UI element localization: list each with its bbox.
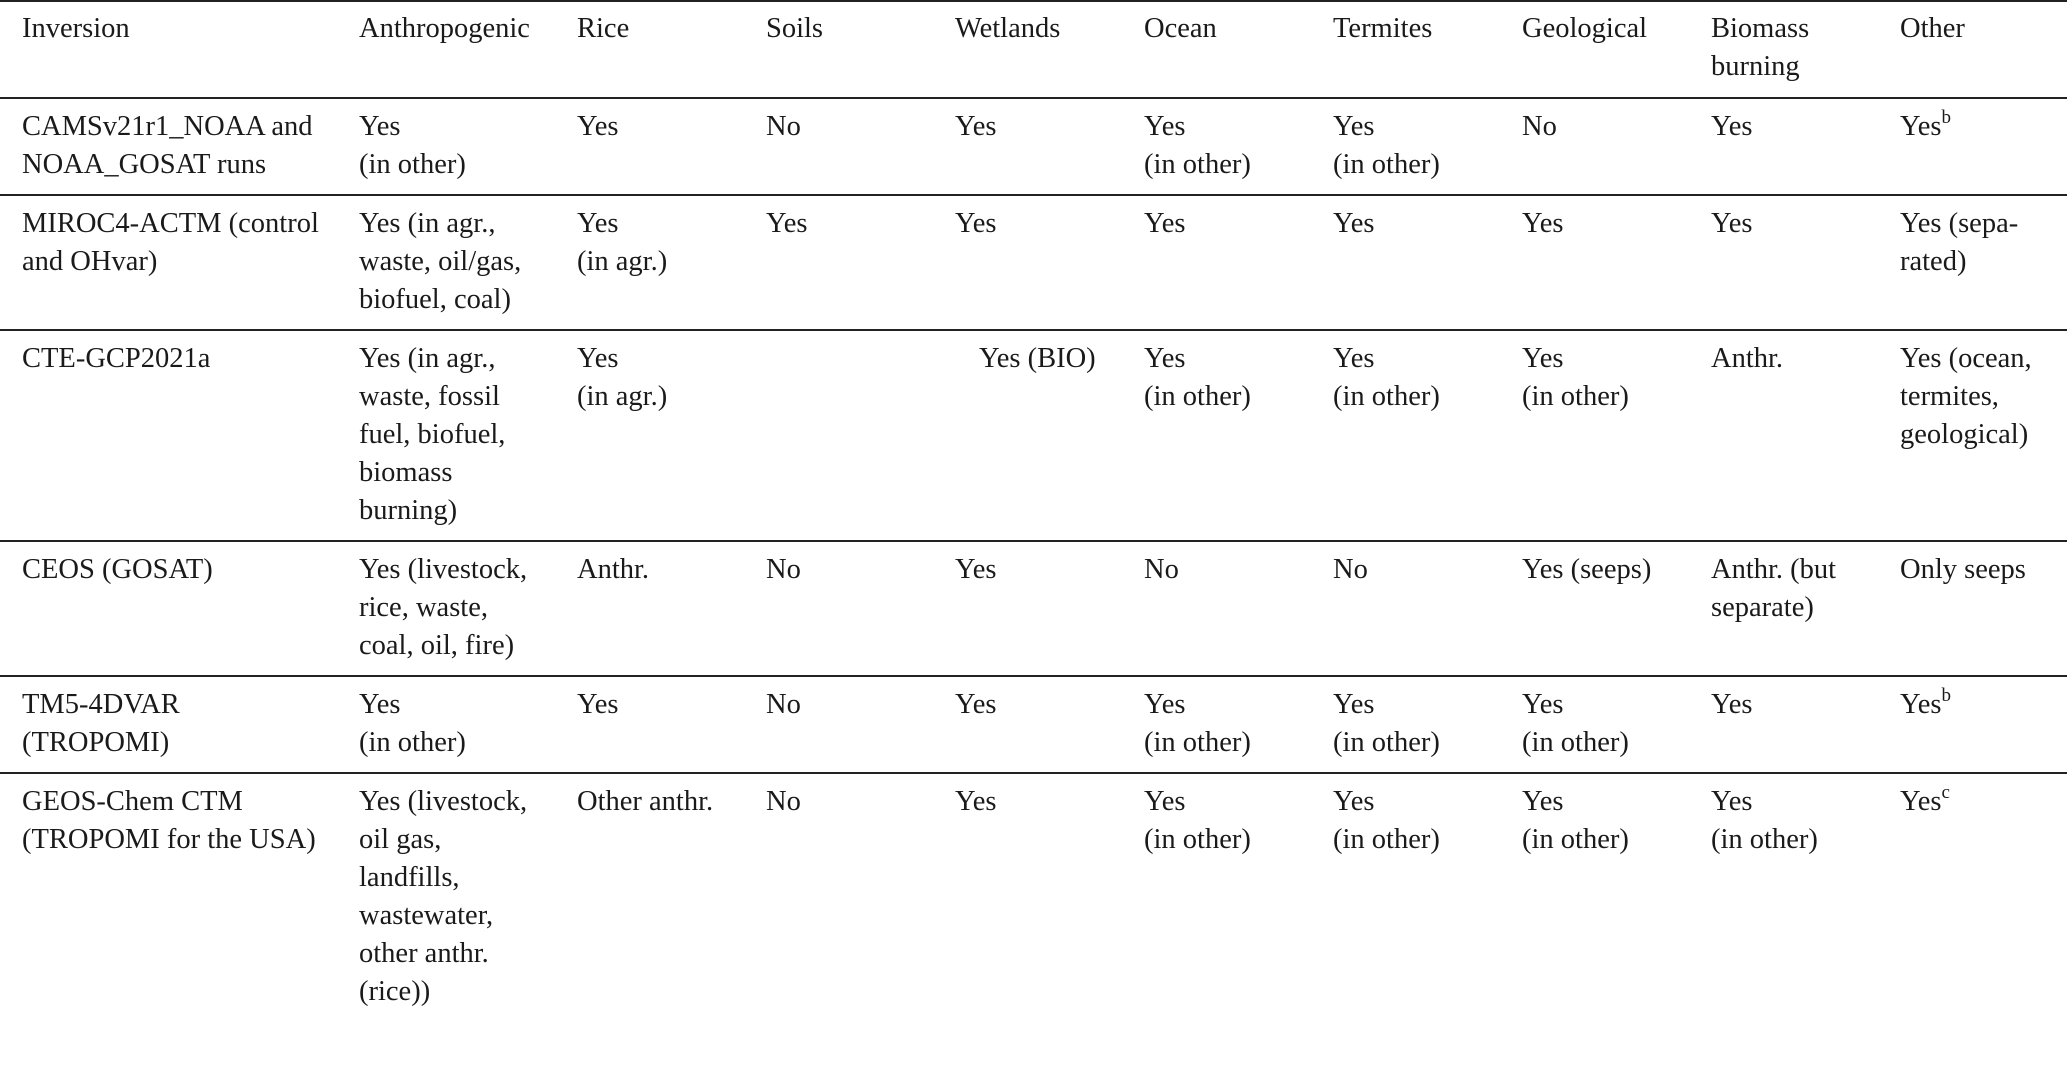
header-soils: Soils [766,13,824,44]
cell-inversion [0,676,337,773]
cell-rice: Yes [577,689,619,720]
cell-line: (in other) [1144,381,1251,412]
cell-line: Yes [1144,111,1186,142]
header-ocean: Ocean [1144,13,1217,44]
cell-ocean [1122,98,1311,195]
cell-rice: Anthr. [577,554,650,585]
table-row [0,195,2067,330]
cell-wetlands: Yes [955,554,997,585]
cell-line: (in agr.) [577,246,668,277]
cell-geological: Yes [1522,208,1564,239]
cell-soils: No [766,786,801,817]
cell-termites [1311,330,1500,541]
cell-text: Yes [1900,786,1942,817]
cell-line: Yes [1333,111,1375,142]
cell-biomass-burning: Anthr. [1711,343,1784,374]
cell-anthropogenic [337,98,555,195]
cell-line: Yes [1522,689,1564,720]
cell-line: Yes [359,111,401,142]
cell-line: Yes [1522,343,1564,374]
cell-line: Yes (BIO) [979,343,1096,374]
cell-line: (in other) [1711,824,1818,855]
cell-other: Yes (ocean, termites, geological) [1900,343,2032,450]
cell-inversion: CEOS (GOSAT) [22,554,213,585]
cell-biomass-burning [1689,773,1878,1021]
cell-line: Yes [1333,786,1375,817]
cell-other: Yes (separated) [1900,208,2019,277]
cell-biomass-burning: Yes [1711,689,1753,720]
header-other: Other [1900,13,1965,44]
cell-line: (in other) [1333,824,1440,855]
cell-ocean: No [1144,554,1179,585]
cell-other: Only seeps [1900,554,2026,585]
cell-ocean [1122,773,1311,1021]
cell-termites: Yes [1333,208,1375,239]
cell-line: (in other) [1522,727,1629,758]
cell-inversion: CAMSv21r1_NOAA and NOAA_GOSAT runs [22,111,313,180]
table-row [0,541,2067,676]
cell-biomass-burning: Anthr. (but separate) [1711,554,1837,623]
cell-termites: No [1333,554,1368,585]
cell-rice: Yes [577,111,619,142]
table-body [0,98,2067,1021]
footnote-marker: b [1941,684,1951,706]
header-biomass-burning [1689,1,1878,98]
cell-wetlands: Yes [955,111,997,142]
cell-anthropogenic [337,676,555,773]
cell-line: (in other) [1333,727,1440,758]
cell-inversion: MIROC4-ACTM (control and OHvar) [22,208,319,277]
header-termites: Termites [1333,13,1433,44]
cell-geological [1500,330,1689,541]
header-geological: Geological [1522,13,1648,44]
cell-wetlands: Yes [955,689,997,720]
cell-anthropogenic: Yes (livestock, oil gas, landfills, wastewater, other anthr. (rice)) [359,786,528,1007]
cell-geological: No [1522,111,1557,142]
cell-line: (in other) [1144,727,1251,758]
cell-line: (in other) [1522,381,1629,412]
cell-wetlands: Yes [955,208,997,239]
cell-text: Yes [1900,111,1942,142]
cell-line: (in other) [359,149,466,180]
header-rice: Rice [577,13,630,44]
cell-line: TM5-4DVAR [22,689,180,720]
cell-termites [1311,676,1500,773]
cell-line: Yes [1144,786,1186,817]
footnote-marker: b [1941,106,1951,128]
table-row [0,676,2067,773]
cell-rice [555,195,744,330]
cell-text: Yes [1900,689,1942,720]
cell-termites [1311,98,1500,195]
cell-biomass-burning: Yes [1711,111,1753,142]
cell-anthropogenic: Yes (in agr., waste, oil/gas, biofuel, coal) [359,208,522,315]
cell-line: Yes [577,208,619,239]
cell-geological [1500,676,1689,773]
cell-line: (in other) [1144,149,1251,180]
cell-line: Yes [1144,343,1186,374]
footnote-marker: c [1941,781,1950,803]
header-anthropogenic: Anthropogenic [359,13,530,44]
cell-geological: Yes (seeps) [1522,554,1652,585]
cell-line: Yes [1144,689,1186,720]
cell-ocean: Yes [1144,208,1186,239]
table-row [0,98,2067,195]
cell-line: (in other) [1333,149,1440,180]
cell-rice: Other anthr. [577,786,714,817]
cell-soils: No [766,554,801,585]
cell-line: (TROPOMI) [22,727,170,758]
cell-other [1878,98,2067,195]
cell-soils: No [766,111,801,142]
header-row [0,1,2067,98]
cell-rice [555,330,744,541]
cell-soils: Yes [766,208,808,239]
cell-ocean [1122,330,1311,541]
cell-line: (in other) [1522,824,1629,855]
cell-line: Yes [359,689,401,720]
cell-inversion: CTE-GCP2021a [22,343,211,374]
cell-termites [1311,773,1500,1021]
cell-other [1878,676,2067,773]
cell-ocean [1122,676,1311,773]
table-row [0,773,2067,1021]
cell-soils: No [766,689,801,720]
cell-line: (in other) [1144,824,1251,855]
header-biomass-line-2: burning [1711,51,1800,82]
cell-line: (in other) [1333,381,1440,412]
cell-soils-wetlands [744,330,1122,541]
cell-line: Yes [577,343,619,374]
table-row [0,330,2067,541]
cell-line: Yes [1711,786,1753,817]
cell-anthropogenic: Yes (in agr., waste, fossil fuel, biofuel, biomass burning) [359,343,506,526]
cell-inversion: GEOS-Chem CTM (TROPOMI for the USA) [22,786,316,855]
header-wetlands: Wetlands [955,13,1061,44]
cell-line: Yes [1333,689,1375,720]
cell-anthropogenic: Yes (livestock, rice, waste, coal, oil, fire) [359,554,528,661]
cell-geological [1500,773,1689,1021]
cell-wetlands: Yes [955,786,997,817]
cell-other [1878,773,2067,1021]
table-header [0,1,2067,98]
cell-line: (in agr.) [577,381,668,412]
header-inversion: Inversion [22,13,130,44]
header-biomass-line-1: Biomass [1711,13,1810,44]
cell-line: Yes [1522,786,1564,817]
cell-line: (in other) [359,727,466,758]
cell-biomass-burning: Yes [1711,208,1753,239]
cell-line: Yes [1333,343,1375,374]
